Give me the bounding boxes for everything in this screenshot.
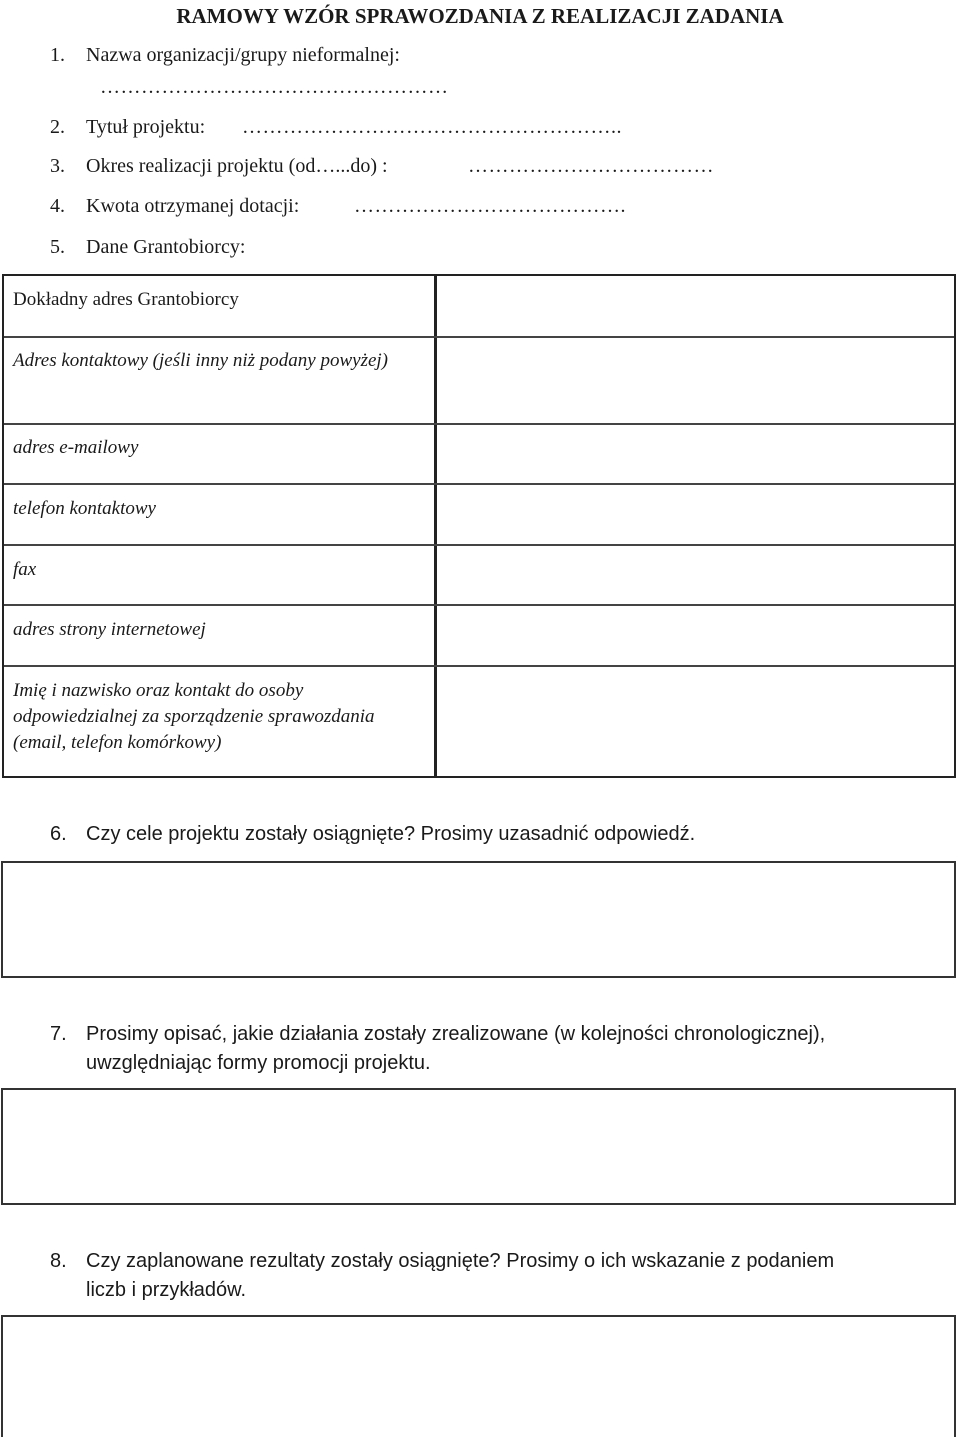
table-row-fax	[4, 544, 954, 604]
label-email: adres e-mailowy	[13, 437, 139, 458]
item-1-number: 1.	[50, 44, 65, 66]
question-6-number: 6.	[50, 823, 67, 845]
item-4-number: 4.	[50, 195, 65, 217]
project-title-field[interactable]: ………………………………………………..	[242, 116, 622, 138]
question-8-number: 8.	[50, 1250, 67, 1272]
question-7-text-line2: uwzględniając formy promocji projektu.	[86, 1052, 431, 1074]
table-row-phone	[4, 483, 954, 544]
item-5-label: Dane Grantobiorcy:	[86, 236, 246, 258]
grantee-contact-table	[2, 274, 956, 778]
table-row-website	[4, 604, 954, 665]
question-6-text: Czy cele projektu zostały osiągnięte? Prosimy uzasadnić odpowiedź.	[86, 823, 696, 845]
item-3	[50, 153, 930, 179]
question-8-text-line1: Czy zaplanowane rezultaty zostały osiągnięte? Prosimy o ich wskazanie z podaniem	[86, 1250, 835, 1272]
question-7-text-line1: Prosimy opisać, jakie działania zostały zrealizowane (w kolejności chronologicznej),	[86, 1023, 826, 1045]
item-4-label: Kwota otrzymanej dotacji:	[86, 195, 300, 217]
organization-name-field[interactable]: ……………………………………………	[100, 76, 449, 98]
item-2-label: Tytuł projektu:	[86, 116, 206, 138]
question-8-text-line2: liczb i przykładów.	[86, 1279, 247, 1301]
item-4	[50, 193, 930, 219]
label-contact-address: Adres kontaktowy (jeśli inny niż podany powyżej)	[13, 350, 388, 371]
item-1	[50, 42, 400, 68]
table-row-address	[4, 276, 954, 336]
question-6-answer-box[interactable]	[1, 861, 956, 978]
item-2-number: 2.	[50, 116, 65, 138]
document-title: RAMOWY WZÓR SPRAWOZDANIA Z REALIZACJI ZADANIA	[176, 4, 784, 28]
question-6	[50, 821, 696, 847]
label-phone: telefon kontaktowy	[13, 498, 156, 519]
item-2	[50, 114, 930, 140]
grant-amount-field[interactable]: ………………………………….	[354, 195, 626, 217]
table-row-email	[4, 423, 954, 483]
table-row-contact-address	[4, 336, 954, 423]
question-7-number: 7.	[50, 1023, 67, 1045]
item-1-label: Nazwa organizacji/grupy nieformalnej:	[86, 44, 400, 66]
question-8-answer-box[interactable]	[1, 1315, 956, 1437]
question-7-answer-box[interactable]	[1, 1088, 956, 1205]
item-3-number: 3.	[50, 155, 65, 177]
item-5	[50, 234, 246, 260]
label-website: adres strony internetowej	[13, 619, 206, 640]
question-8	[50, 1248, 835, 1274]
item-5-number: 5.	[50, 236, 65, 258]
project-period-field[interactable]: ………………………………	[468, 155, 714, 177]
table-row-responsible-person	[4, 665, 954, 776]
label-address: Dokładny adres Grantobiorcy	[13, 289, 239, 310]
question-7	[50, 1021, 826, 1047]
label-responsible-person: Imię i nazwisko oraz kontakt do osoby odpowiedzialnej za sporządzenie sprawozdania (email, telefon komórkowy)	[13, 680, 375, 753]
item-3-label: Okres realizacji projektu (od…...do) :	[86, 155, 388, 177]
label-fax: fax	[13, 559, 37, 580]
